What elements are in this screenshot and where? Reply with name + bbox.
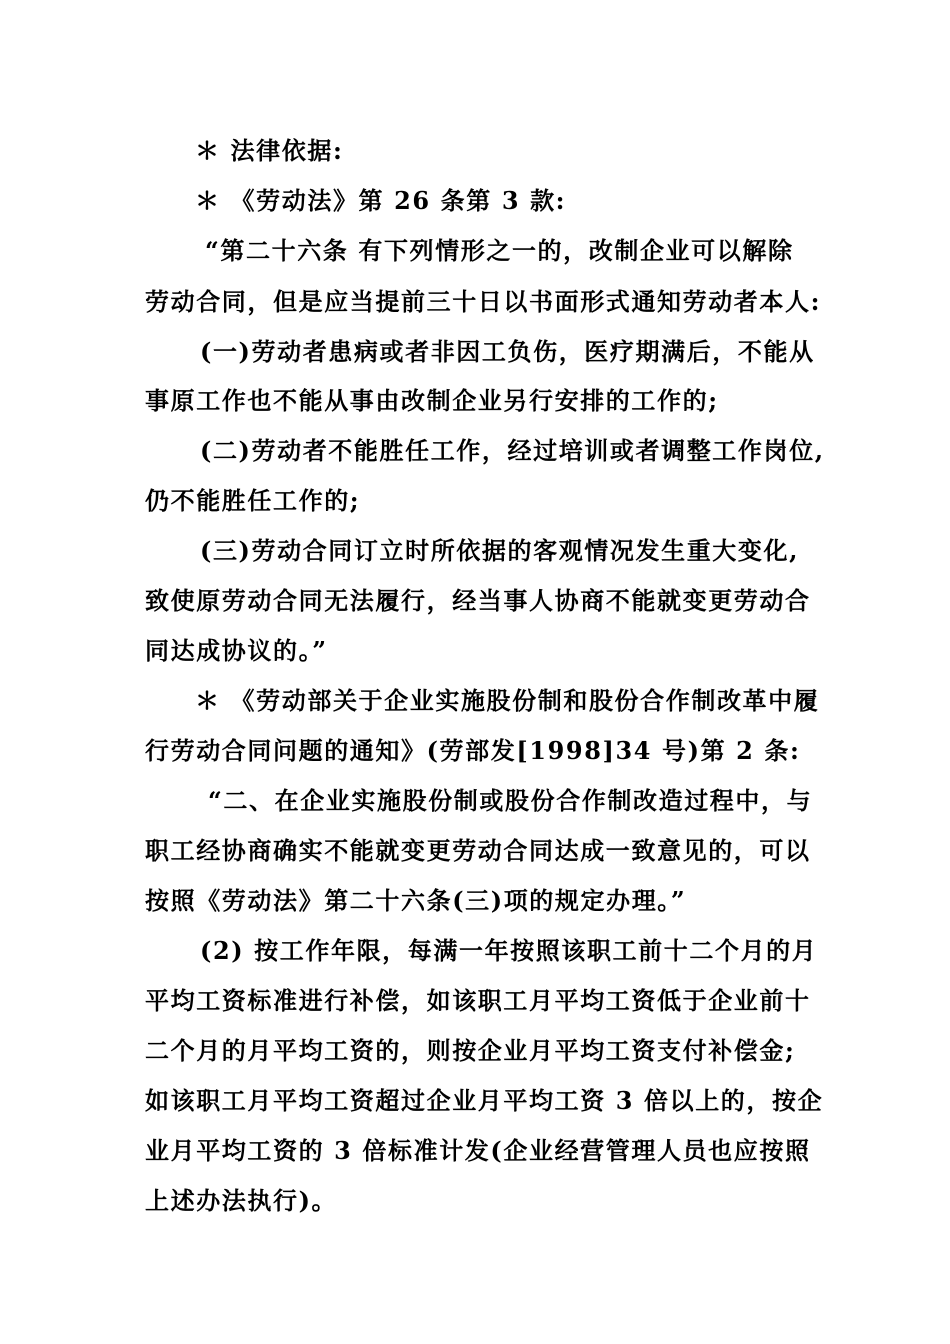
text-line: 仍不能胜任工作的; [145,486,361,515]
text-line: 平均工资标准进行补偿，如该职工月平均工资低于企业前十 [145,986,811,1015]
text-line: (一)劳动者患病或者非因工负伤，医疗期满后，不能从 [200,337,815,366]
text-line: (三)劳动合同订立时所依据的客观情况发生重大变化, [200,536,800,565]
text-line: 事原工作也不能从事由改制企业另行安排的工作的; [145,386,719,415]
text-line: ＊ 《劳动部关于企业实施股份制和股份合作制改革中履 [195,686,820,715]
text-line: 同达成协议的。” [145,636,328,665]
text-line: “第二十六条 有下列情形之一的，改制企业可以解除 [205,236,794,265]
text-line: “二、在企业实施股份制或股份合作制改造过程中，与 [208,786,813,815]
text-line: 致使原劳动合同无法履行，经当事人协商不能就变更劳动合 [145,586,811,615]
text-line: 职工经协商确实不能就变更劳动合同达成一致意见的，可以 [145,836,811,865]
text-line: 行劳动合同问题的通知》(劳部发[1998]34 号)第 2 条: [145,736,801,765]
text-line: 劳动合同，但是应当提前三十日以书面形式通知劳动者本人: [145,287,822,316]
text-line: (2) 按工作年限，每满一年按照该职工前十二个月的月 [200,936,818,965]
text-line: 上述办法执行)。 [145,1186,338,1215]
text-line: 按照《劳动法》第二十六条(三)项的规定办理。” [145,886,687,915]
text-line: 二个月的月平均工资的，则按企业月平均工资支付补偿金; [145,1036,796,1065]
text-line: 如该职工月平均工资超过企业月平均工资 3 倍以上的，按企 [145,1086,824,1115]
text-line: ＊ 《劳动法》第 26 条第 3 款: [195,186,567,215]
text-line: (二)劳动者不能胜任工作，经过培训或者调整工作岗位, [200,436,825,465]
text-line: 业月平均工资的 3 倍标准计发(企业经营管理人员也应按照 [145,1136,811,1165]
text-line: ＊ 法律依据: [195,136,344,165]
